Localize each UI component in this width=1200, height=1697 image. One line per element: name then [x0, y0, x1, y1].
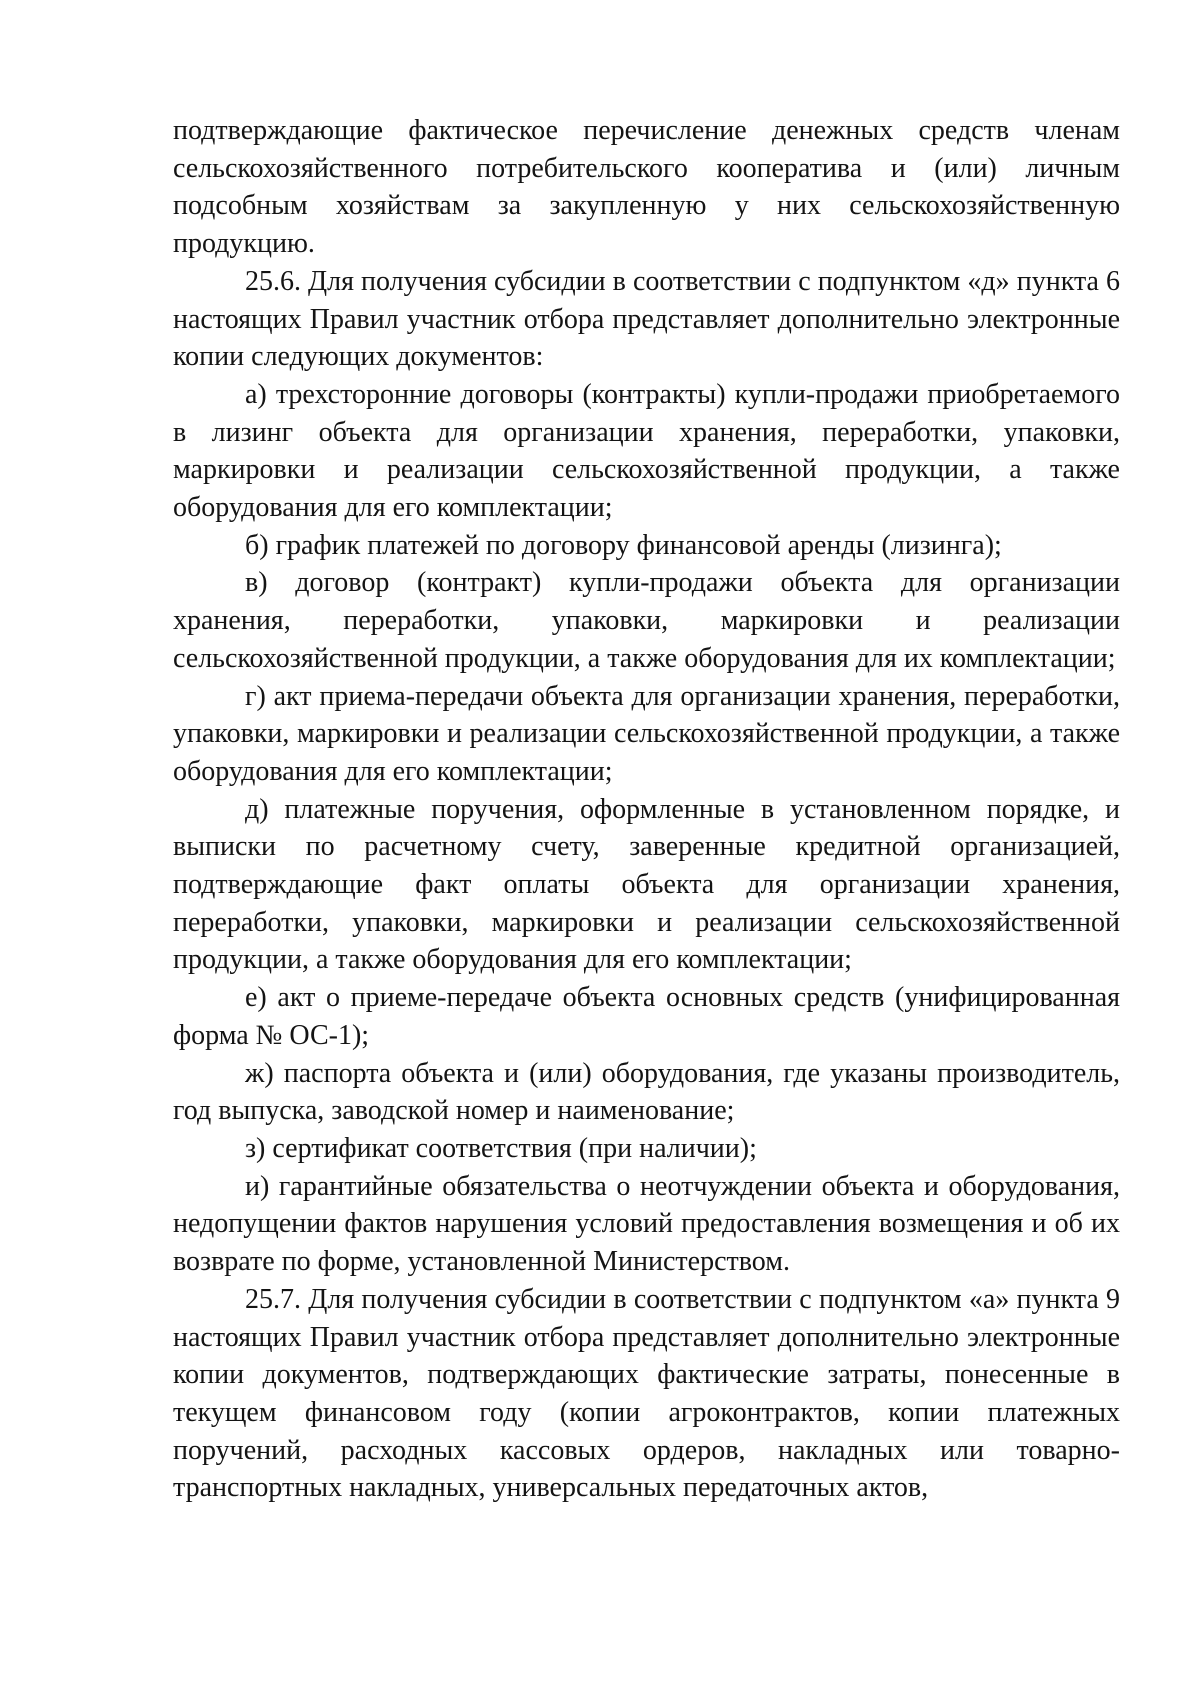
paragraph-25-6: 25.6. Для получения субсидии в соответствии с подпунктом «д» пункта 6 настоящих Правил участник отбора представляет дополнительно электронные копии следующих документов: [173, 265, 1120, 373]
document-body [173, 112, 1120, 1507]
paragraph-continuation: подтверждающие фактическое перечисление денежных средств членам сельскохозяйственного потребительского кооператива и (или) личным подсобным хозяйствам за закупленную у них сельскохозяйственную продукцию. [173, 115, 1120, 260]
paragraph-25-7: 25.7. Для получения субсидии в соответствии с подпунктом «а» пункта 9 настоящих Правил участник отбора представляет дополнительно электронные копии документов, подтверждающих фактические затраты, понесенные в текущем финансовом году (копии агроконтрактов, копии платежных поручений, расходных кассовых ордеров, накладных или товарно-транспортных накладных, универсальных передаточных актов, [173, 1283, 1120, 1504]
list-item-b: б) график платежей по договору финансовой аренды (лизинга); [245, 529, 1002, 561]
list-item-zh: ж) паспорта объекта и (или) оборудования, где указаны производитель, год выпуска, заводской номер и наименование; [173, 1057, 1120, 1127]
list-item-g: г) акт приема-передачи объекта для организации хранения, переработки, упаковки, маркировки и реализации сельскохозяйственной продукции, а также оборудования для его комплектации; [173, 680, 1120, 787]
list-item-d: д) платежные поручения, оформленные в установленном порядке, и выписки по расчетному счету, заверенные кредитной организацией, подтверждающие факт оплаты объекта для организации хранения, переработки, упаковки, маркировки и реализации сельскохозяйственной продукции, а также оборудования для его комплектации; [173, 793, 1120, 976]
list-item-e: е) акт о приеме-передаче объекта основных средств (унифицированная форма № ОС-1); [173, 982, 1120, 1051]
list-item-i: и) гарантийные обязательства о неотчуждении объекта и оборудования, недопущении фактов нарушения условий предоставления возмещения и об их возврате по форме, установленной Министерством. [173, 1170, 1120, 1278]
list-item-z: з) сертификат соответствия (при наличии); [245, 1132, 757, 1164]
list-item-v: в) договор (контракт) купли-продажи объекта для организации хранения, переработки, упаковки, маркировки и реализации сельскохозяйственной продукции, а также оборудования для их комплектации; [173, 567, 1120, 674]
list-item-a: а) трехсторонние договоры (контракты) купли-продажи приобретаемого в лизинг объекта для организации хранения, переработки, упаковки, маркировки и реализации сельскохозяйственной продукции, а также оборудования для его комплектации; [173, 378, 1120, 524]
